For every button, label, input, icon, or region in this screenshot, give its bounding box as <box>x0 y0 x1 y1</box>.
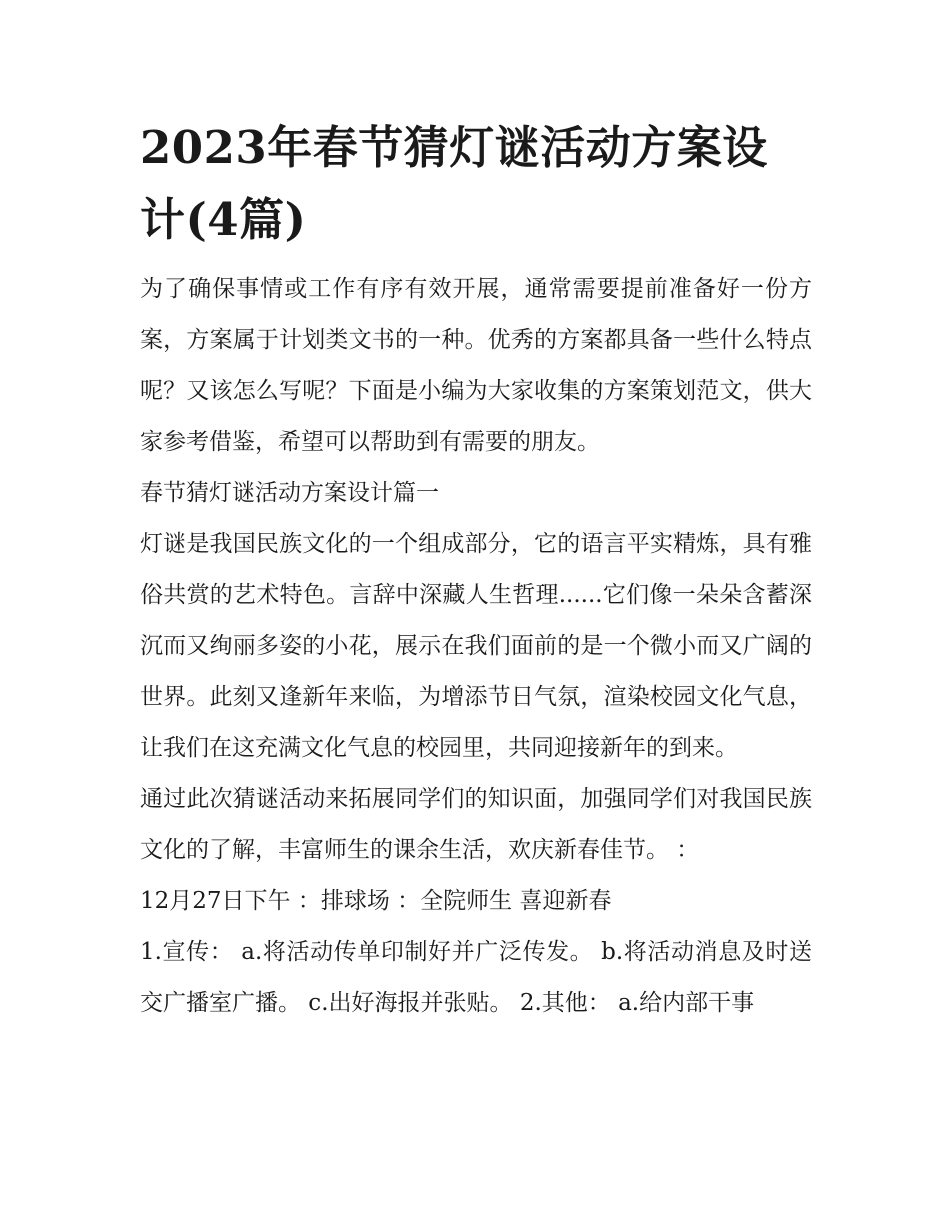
intro-paragraph: 为了确保事情或工作有序有效开展，通常需要提前准备好一份方案，方案属于计划类文书的一种。优秀的方案都具备一些什么特点呢？又该怎么写呢？下面是小编为大家收集的方案策划范文，供大家参考借鉴，希望可以帮助到有需要的朋友。 <box>140 276 812 455</box>
body-paragraph-4: 1.宣传： a.将活动传单印制好并广泛传发。 b.将活动消息及时送交广播室广播。 c.出好海报并张贴。 2.其他： a.给内部干事 <box>140 939 812 1016</box>
body-paragraph-3: 12月27日下午 ：排球场 ：全院师生 喜迎新春 <box>140 888 612 914</box>
body-paragraph-1: 灯谜是我国民族文化的一个组成部分，它的语言平实精炼，具有雅俗共赏的艺术特色。言辞中深藏人生哲理......它们像一朵朵含蓄深沉而又绚丽多姿的小花，展示在我们面前的是一个微小而又广阔的世界。此刻又逢新年来临，为增添节日气氛，渲染校园文化气息，让我们在这充满文化气息的校园里，共同迎接新年的到来。 <box>140 531 812 761</box>
document-title: 2023年春节猜灯谜活动方案设计(4篇) <box>140 121 768 246</box>
section-heading: 春节猜灯谜活动方案设计篇一 <box>140 480 439 506</box>
body-paragraph-2: 通过此次猜谜活动来拓展同学们的知识面，加强同学们对我国民族文化的了解，丰富师生的课余生活，欢庆新春佳节。 ： <box>140 786 812 863</box>
document-content <box>140 112 812 1029</box>
